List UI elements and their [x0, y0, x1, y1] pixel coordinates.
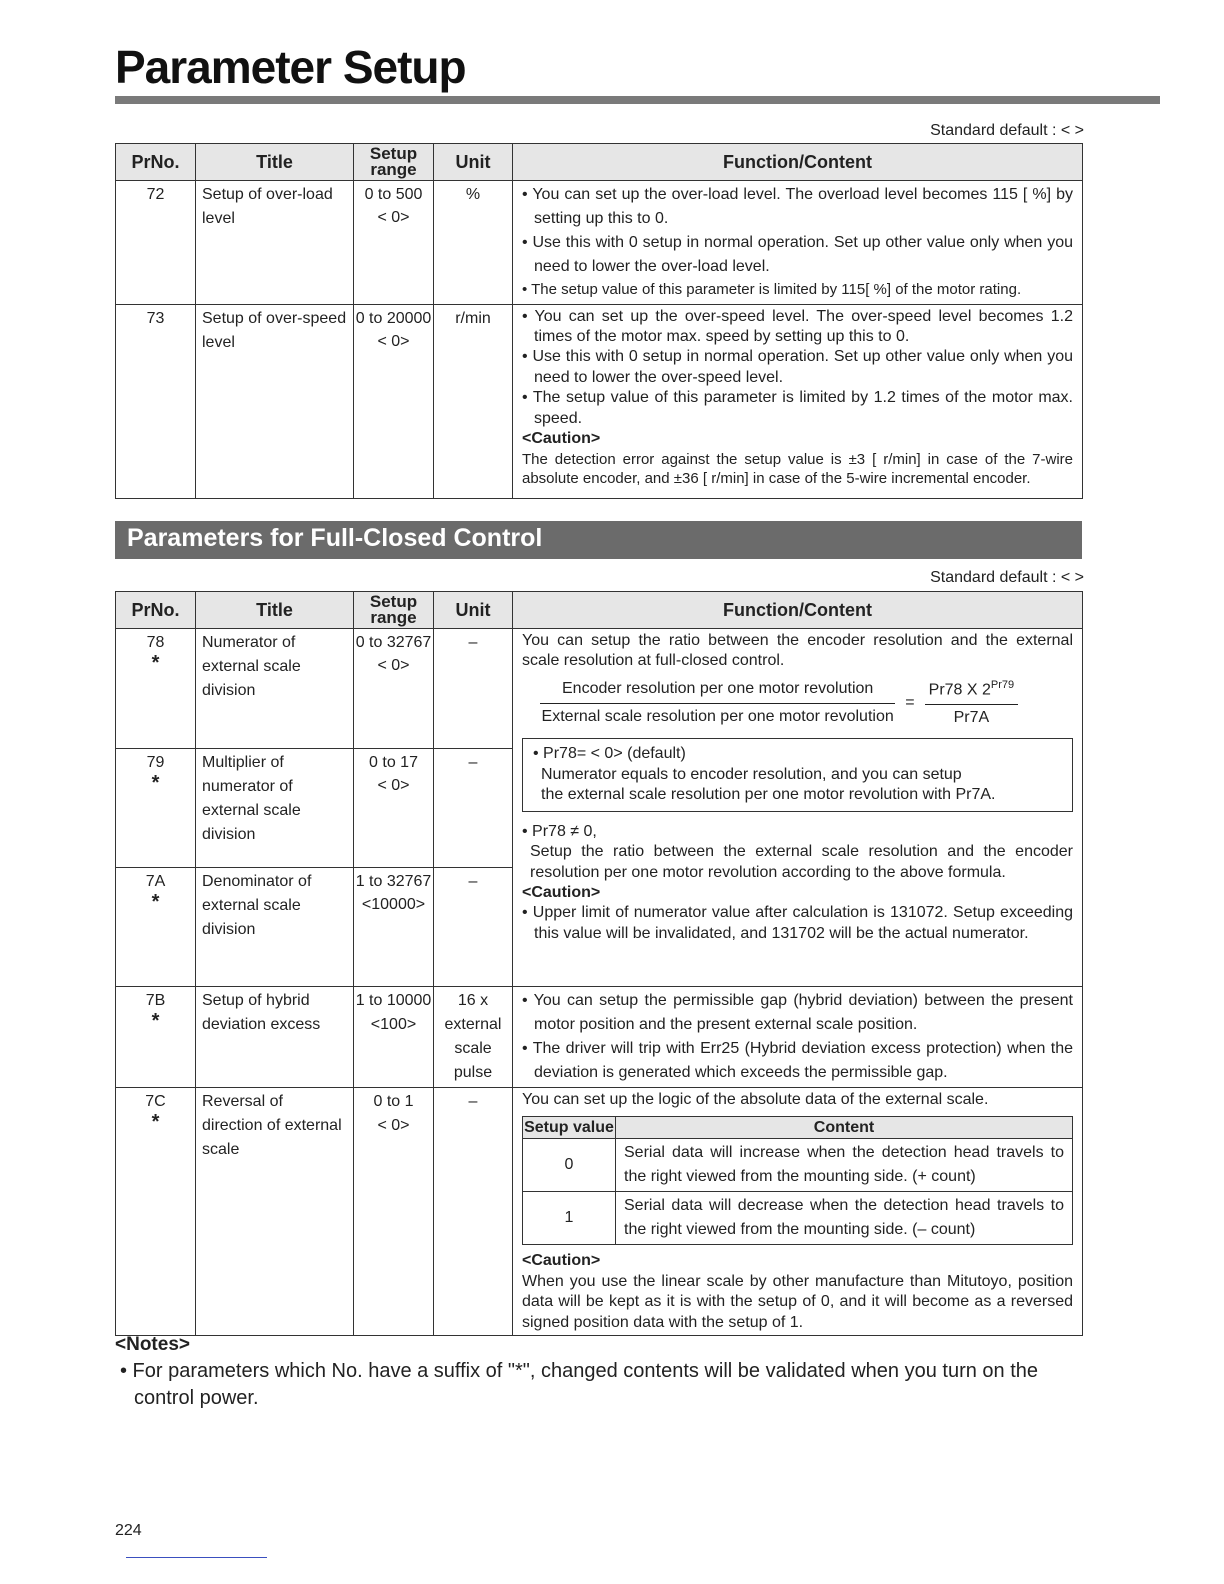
function-bullet: • You can set up the over-load level. The overload level becomes 115 [ %] by setting up this to 0.: [522, 186, 1073, 227]
table-row: [116, 181, 1083, 305]
range-value: 0 to 1: [373, 1093, 414, 1110]
unit-cell: %: [434, 181, 513, 305]
prno-cell: [116, 1088, 196, 1336]
default-value: < 0>: [377, 1117, 410, 1134]
header-setup-range: Setup range: [354, 144, 434, 181]
header-prno: PrNo.: [116, 592, 196, 629]
parameter-table-1: [115, 143, 1083, 499]
setup-range-cell: [354, 629, 434, 749]
table-header-row: [116, 592, 1083, 629]
header-function: Function/Content: [513, 592, 1083, 629]
inner-row: [523, 1139, 1073, 1192]
range-value: 0 to 20000: [355, 309, 432, 327]
footer-rule: [126, 1557, 267, 1558]
unit-cell: –: [434, 1088, 513, 1336]
title-cell: Denominator of external scale division: [196, 868, 354, 987]
formula-left-numerator: Encoder resolution per one motor revolution: [540, 679, 895, 703]
header-unit: Unit: [434, 592, 513, 629]
table-header-row: [116, 144, 1083, 181]
prno-value: 78: [146, 634, 165, 651]
title-rule: [115, 96, 1160, 104]
function-cell: [513, 304, 1083, 498]
table-row: [116, 987, 1083, 1088]
parameter-table-2: [115, 591, 1083, 1336]
header-title: Title: [196, 144, 354, 181]
prno-cell: [116, 629, 196, 749]
unit-cell: –: [434, 868, 513, 987]
star-suffix: *: [151, 772, 160, 795]
prno-value: 7C: [145, 1093, 166, 1110]
function-cell-ratio: [513, 629, 1083, 987]
title-cell: Reversal of direction of external scale: [196, 1088, 354, 1336]
title-cell: Multiplier of numerator of external scale division: [196, 749, 354, 868]
notes-heading: <Notes>: [115, 1334, 190, 1355]
star-suffix: *: [151, 1010, 160, 1033]
table-row: [116, 1088, 1083, 1336]
inner-header-content: Content: [616, 1117, 1073, 1139]
table-row: [116, 629, 1083, 749]
range-value: 1 to 32767: [355, 873, 432, 890]
prno-cell: 73: [116, 304, 196, 498]
inner-content: Serial data will decrease when the detection head travels to the right viewed from the mounting side. (– count): [616, 1192, 1073, 1245]
caution-text: The detection error against the setup value is ±3 [ r/min] in case of the 7-wire absolute encoder, and ±36 [ r/min] in case of the 5-wire incremental encoder.: [522, 450, 1073, 487]
ratio-formula: [540, 678, 1073, 728]
default-value: < 0>: [377, 657, 410, 675]
header-function: Function/Content: [513, 144, 1083, 181]
header-title: Title: [196, 592, 354, 629]
prno-cell: [116, 987, 196, 1088]
function-bullet: • You can set up the over-speed level. The over-speed level becomes 1.2 times of the motor max. speed by setting up this to 0.: [522, 307, 1073, 345]
prno-cell: [116, 749, 196, 868]
formula-exponent: Pr79: [990, 678, 1015, 691]
title-cell: Setup of over-load level: [196, 181, 354, 305]
prno-value: 79: [146, 754, 165, 771]
unit-cell: 16 x external scale pulse: [434, 987, 513, 1088]
box-line: Numerator equals to encoder resolution, and you can setup: [541, 765, 962, 783]
star-suffix: *: [151, 652, 160, 675]
unit-cell: –: [434, 749, 513, 868]
function-bullet: • Use this with 0 setup in normal operation. Set up other value only when you need to lower the over-load level.: [522, 234, 1073, 275]
function-bullet: • You can setup the permissible gap (hybrid deviation) between the present motor position and the present external scale position.: [522, 992, 1073, 1033]
box-line: • Pr78= < 0> (default): [533, 745, 686, 763]
setup-range-cell: [354, 1088, 434, 1336]
function-bullet: • The setup value of this parameter is limited by 115[ %] of the motor rating.: [522, 281, 1022, 298]
default-value: <100>: [370, 1016, 417, 1033]
caution-text: When you use the linear scale by other manufacture than Mitutoyo, position data will be kept as it is with the setup of 0, and it will become as a reversed signed position data with the setup of 1.: [522, 1272, 1073, 1331]
function-cell: [513, 987, 1083, 1088]
ne-line: • Pr78 ≠ 0,: [522, 822, 597, 840]
page-number: 224: [115, 1522, 142, 1539]
caution-label: <Caution>: [522, 884, 601, 902]
function-bullet: • The driver will trip with Err25 (Hybrid deviation excess protection) when the deviation is generated which exceeds the permissible gap.: [522, 1040, 1073, 1081]
inner-value: 1: [523, 1192, 616, 1245]
page-title: Parameter Setup: [115, 41, 466, 93]
formula-right-denominator: Pr7A: [953, 708, 990, 726]
caution-label: <Caution>: [522, 430, 601, 448]
default-value: < 0>: [377, 332, 410, 350]
star-suffix: *: [151, 891, 160, 914]
star-suffix: *: [151, 1111, 160, 1134]
section-heading-full-closed: Parameters for Full-Closed Control: [115, 521, 1082, 559]
function-bullet: • The setup value of this parameter is limited by 1.2 times of the motor max. speed.: [522, 389, 1073, 427]
unit-cell: –: [434, 629, 513, 749]
box-line: the external scale resolution per one motor revolution with Pr7A.: [541, 786, 996, 804]
setup-value-table: [522, 1116, 1073, 1245]
caution-label: <Caution>: [522, 1252, 601, 1270]
range-value: 0 to 17: [369, 754, 418, 771]
inner-value: 0: [523, 1139, 616, 1192]
standard-default-label: Standard default : < >: [930, 122, 1084, 139]
inner-header-value: Setup value: [523, 1117, 616, 1139]
table-row: [116, 304, 1083, 498]
range-value: 0 to 500: [364, 186, 423, 203]
title-cell: Setup of hybrid deviation excess: [196, 987, 354, 1088]
function-intro: You can set up the logic of the absolute data of the external scale.: [522, 1091, 989, 1108]
default-value: <10000>: [361, 896, 426, 914]
setup-range-cell: [354, 987, 434, 1088]
formula-right-numerator: [925, 678, 1019, 705]
range-value: 0 to 32767: [355, 634, 432, 651]
formula-right-fraction: [925, 678, 1019, 728]
header-prno: PrNo.: [116, 144, 196, 181]
notes-text: • For parameters which No. have a suffix of "*", changed contents will be validated when you turn on the control power.: [120, 1360, 1039, 1409]
setup-range-cell: [354, 868, 434, 987]
prno-value: 7A: [145, 873, 166, 890]
prno-cell: 72: [116, 181, 196, 305]
function-bullet: • Use this with 0 setup in normal operation. Set up other value only when you need to lower the over-speed level.: [522, 348, 1073, 386]
default-value: < 0>: [377, 777, 410, 795]
setup-range-cell: [354, 749, 434, 868]
prno-value: 7B: [145, 992, 166, 1009]
setup-range-cell: [354, 304, 434, 498]
title-cell: Numerator of external scale division: [196, 629, 354, 749]
ne-text: Setup the ratio between the external scale resolution and the encoder resolution per one motor revolution according to the above formula.: [530, 843, 1073, 881]
default-value: < 0>: [377, 209, 410, 227]
inner-row: [523, 1192, 1073, 1245]
setup-range-cell: [354, 181, 434, 305]
range-value: 1 to 10000: [355, 992, 432, 1009]
header-unit: Unit: [434, 144, 513, 181]
function-cell: [513, 181, 1083, 305]
prno-cell: [116, 868, 196, 987]
formula-equals: =: [905, 693, 915, 711]
caution-text: • Upper limit of numerator value after calculation is 131072. Setup exceeding this value will be invalidated, and 131702 will be the actual numerator.: [522, 904, 1073, 942]
header-setup-range: Setup range: [354, 592, 434, 629]
default-note-box: [522, 738, 1073, 811]
formula-left-denominator: External scale resolution per one motor revolution: [541, 707, 894, 725]
title-cell: Setup of over-speed level: [196, 304, 354, 498]
inner-content: Serial data will increase when the detection head travels to the right viewed from the mounting side. (+ count): [616, 1139, 1073, 1192]
formula-right-numerator-text: Pr78 X 2: [928, 681, 991, 699]
function-cell: [513, 1088, 1083, 1336]
ratio-intro: You can setup the ratio between the encoder resolution and the external scale resolution at full-closed control.: [522, 632, 1073, 670]
unit-cell: r/min: [434, 304, 513, 498]
standard-default-label: Standard default : < >: [930, 569, 1084, 586]
formula-left-fraction: [540, 679, 895, 727]
